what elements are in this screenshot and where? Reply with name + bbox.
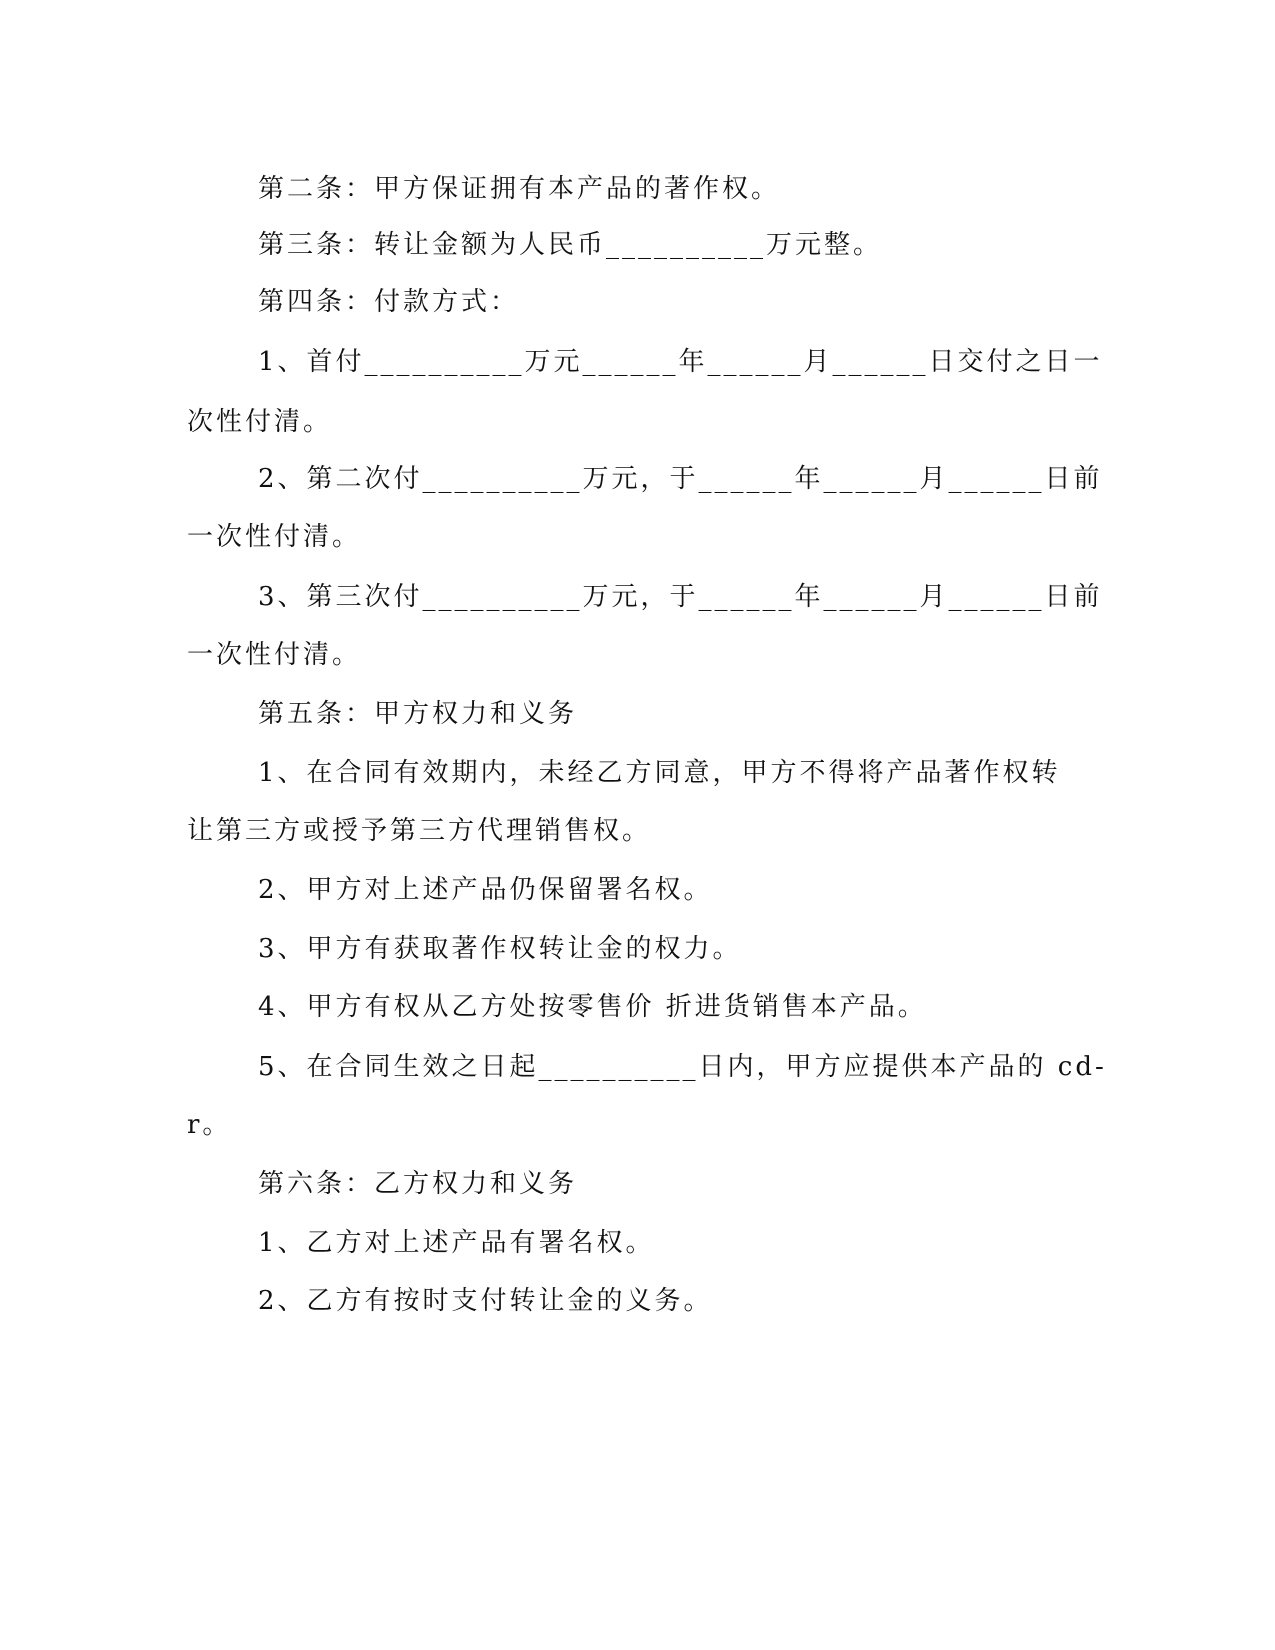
party-a-item-2-line: 2、甲方对上述产品仍保留署名权。 (258, 875, 713, 905)
article-6-heading: 第六条：乙方权力和义务 (258, 1169, 578, 1199)
party-a-item-5-line: 5、在合同生效之日起__________日内，甲方应提供本产品的 cd- (258, 1052, 1107, 1082)
party-a-item-5-continuation: r。 (187, 1110, 232, 1140)
article-3-line: 第三条：转让金额为人民币__________万元整。 (258, 230, 883, 260)
article-5-heading: 第五条：甲方权力和义务 (258, 699, 578, 729)
party-b-item-2-line: 2、乙方有按时支付转让金的义务。 (258, 1286, 713, 1316)
party-b-item-1-line: 1、乙方对上述产品有署名权。 (258, 1228, 655, 1258)
payment-3-continuation: 一次性付清。 (187, 640, 362, 670)
party-a-item-1-continuation: 让第三方或授予第三方代理销售权。 (187, 816, 652, 846)
party-a-item-4-line: 4、甲方有权从乙方处按零售价 折进货销售本产品。 (258, 992, 927, 1022)
payment-3-line: 3、第三次付__________万元，于______年______月______日前 (258, 582, 1103, 612)
payment-1-line: 1、首付__________万元______年______月______日交付之日一 (258, 347, 1103, 377)
payment-1-continuation: 次性付清。 (187, 407, 333, 437)
party-a-item-1-line: 1、在合同有效期内，未经乙方同意，甲方不得将产品著作权转 (258, 758, 1061, 788)
payment-2-line: 2、第二次付__________万元，于______年______月______日前 (258, 464, 1103, 494)
payment-2-continuation: 一次性付清。 (187, 522, 362, 552)
article-4-heading: 第四条：付款方式： (258, 287, 520, 317)
party-a-item-3-line: 3、甲方有获取著作权转让金的权力。 (258, 934, 742, 964)
article-2-line: 第二条：甲方保证拥有本产品的著作权。 (258, 174, 781, 204)
